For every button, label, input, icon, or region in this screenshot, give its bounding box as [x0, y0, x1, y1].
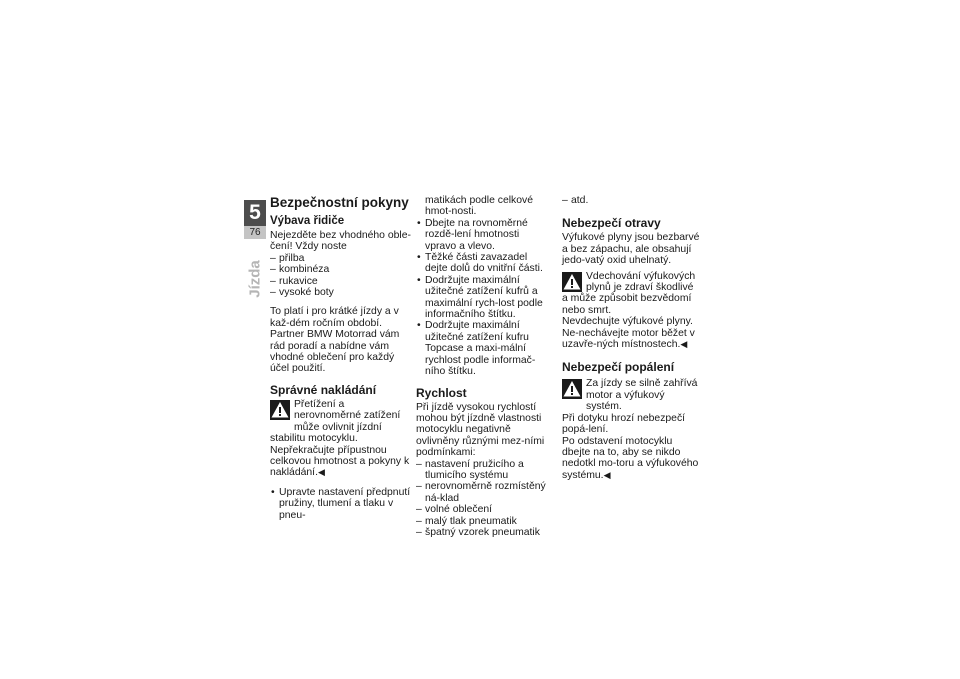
page-title: Bezpečnostní pokyny: [270, 195, 409, 210]
list-item: – malý tlak pneumatik: [416, 516, 552, 527]
column-2: [416, 195, 552, 538]
list-item: – špatný vzorek pneumatik: [416, 527, 552, 538]
end-of-section-icon: ◀: [603, 469, 611, 480]
list-item: • Těžké části zavazadel dejte dolů do vnitřní části.: [416, 252, 552, 275]
list-item: – nastavení pružicího a tlumicího systému: [416, 459, 552, 482]
page-number: 76: [244, 226, 266, 239]
warning-text-continued: stabilitu motocyklu. Nepřekračujte přípustnou celkovou hmotnost a pokyny k nakládání.: [270, 433, 410, 479]
warning-text: Přetížení a nerovnoměrné zatížení může ovlivnit jízdní: [294, 398, 401, 433]
list-item: – atd.: [562, 195, 702, 206]
loading-list: [270, 487, 412, 521]
warning-text-continued: Při dotyku hrozí nebezpečí popá-lení.: [562, 412, 686, 436]
rider-gear-paragraph: To platí i pro krátké jízdy a v kaž-dém ročním období. Partner BMW Motorrad vám rád poradí a nabídne vám vhodné oblečení pro každý účel použití.: [270, 306, 400, 375]
section-heading-burn: Nebezpečí popálení: [562, 360, 675, 375]
column-3: [562, 195, 702, 481]
speed-paragraph: Při jízdě vysokou rychlostí mohou být jízdně vlastnosti motocyklu negativně ovlivněny různými mez-ními podmínkami:: [416, 401, 545, 459]
exhaust-paragraph: Výfukové plyny jsou bezbarvé a bez zápachu, ale obsahují jedo-vatý oxid uhelnatý.: [562, 232, 700, 267]
list-item: • Dodržujte maximální užitečné zatížení kufrů a maximální rych-lost podle informačního štítku.: [416, 275, 552, 321]
chapter-label: Jízda: [246, 260, 264, 298]
rider-gear-intro: Nejezděte bez vhodného oble-čení! Vždy noste: [270, 230, 411, 253]
list-item: • Dbejte na rovnoměrné rozdě-lení hmotnosti vpravo a vlevo.: [416, 218, 552, 252]
list-item: – nerovnoměrně rozmístěný ná-klad: [416, 481, 552, 504]
list-item: – vysoké boty: [270, 287, 412, 298]
chapter-tab: [244, 200, 266, 239]
speed-list: [416, 459, 552, 539]
list-item: • Dodržujte maximální užitečné zatížení kufru Topcase a maxi-mální rychlost podle informač-ního štítku.: [416, 320, 552, 377]
loading-list-continued: [416, 218, 552, 378]
section-heading-speed: Rychlost: [416, 385, 467, 400]
list-item: • Upravte nastavení předpnutí pružiny, tlumení a tlaku v pneu-: [270, 487, 412, 521]
warning-triangle-icon: [270, 400, 290, 420]
warning-burn: [562, 378, 702, 412]
list-item: – rukavice: [270, 276, 412, 287]
warning-loading: [270, 399, 412, 433]
speed-list-continued: [562, 195, 702, 206]
list-item: – kombinéza: [270, 264, 412, 275]
list-item-continued: matikách podle celkové hmot-nosti.: [425, 195, 534, 218]
list-item: – přilba: [270, 253, 412, 264]
warning-text: Za jízdy se silně zahřívá motor a výfukový systém.: [586, 378, 698, 413]
section-heading-loading: Správné nakládání: [270, 382, 377, 397]
exhaust-paragraph-2: Nevdechujte výfukové plyny. Ne-nechávejte motor běžet v uzavře-ných místnostech.: [562, 316, 695, 351]
warning-exhaust: [562, 271, 702, 294]
rider-gear-list: [270, 253, 412, 299]
warning-triangle-icon: [562, 272, 582, 292]
warning-text: Vdechování výfukových plynů je zdraví škodlivé: [586, 270, 696, 294]
end-of-section-icon: ◀: [680, 339, 688, 350]
warning-triangle-icon: [562, 379, 582, 399]
warning-text-continued: a může způsobit bezvědomí nebo smrt.: [562, 293, 692, 316]
chapter-number: 5: [244, 200, 266, 226]
end-of-section-icon: ◀: [317, 467, 325, 478]
section-heading-exhaust: Nebezpečí otravy: [562, 216, 661, 231]
section-heading-rider-gear: Výbava řidiče: [270, 215, 345, 227]
burn-paragraph: Po odstavení motocyklu dbejte na to, aby se nikdo nedotkl mo-toru a výfukového systému.: [562, 435, 699, 481]
list-item: – volné oblečení: [416, 504, 552, 515]
column-1: [270, 195, 412, 521]
